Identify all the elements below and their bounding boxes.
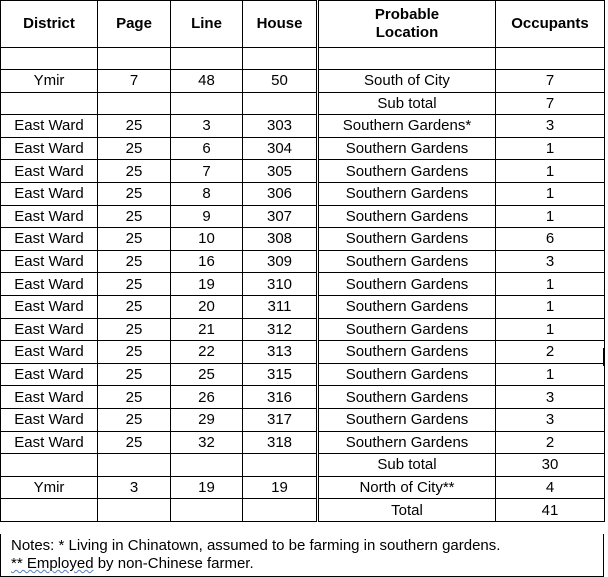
header-row [1, 1, 605, 48]
table-row [1, 228, 605, 251]
spacer-cell [171, 48, 243, 70]
cell-occupants: 1 [496, 160, 605, 183]
cell-location: Southern Gardens* [318, 115, 496, 138]
cell-page: 25 [98, 295, 171, 318]
cell-occupants: 1 [496, 137, 605, 160]
cell-district: East Ward [1, 295, 98, 318]
cell-location: Southern Gardens [318, 250, 496, 273]
cell-page [98, 92, 171, 115]
cell-location: Southern Gardens [318, 363, 496, 386]
cell-occupants: 7 [496, 70, 605, 93]
spacer-cell [496, 48, 605, 70]
cell-line: 20 [171, 295, 243, 318]
cell-page: 25 [98, 408, 171, 431]
cell-page: 25 [98, 431, 171, 454]
cell-location: Southern Gardens [318, 341, 496, 364]
cell-district: East Ward [1, 228, 98, 251]
note-line-2-prefix: ** Employed [11, 555, 94, 572]
cell-location: Southern Gardens [318, 386, 496, 409]
table-row [1, 137, 605, 160]
cell-house: 19 [243, 476, 318, 499]
cell-district: East Ward [1, 386, 98, 409]
cell-district: East Ward [1, 137, 98, 160]
cell-district: East Ward [1, 115, 98, 138]
cell-location: Sub total [318, 92, 496, 115]
cell-house: 303 [243, 115, 318, 138]
cell-occupants: 1 [496, 205, 605, 228]
cell-occupants: 1 [496, 273, 605, 296]
cell-page [98, 454, 171, 477]
cell-house: 312 [243, 318, 318, 341]
cell-line: 7 [171, 160, 243, 183]
table-body [1, 48, 605, 522]
cell-location: Southern Gardens [318, 205, 496, 228]
cell-occupants: 2 [496, 431, 605, 454]
cell-line: 26 [171, 386, 243, 409]
spacer-cell [243, 48, 318, 70]
cell-location: Sub total [318, 454, 496, 477]
cell-occupants: 1 [496, 182, 605, 205]
cell-page: 7 [98, 70, 171, 93]
cell-line [171, 499, 243, 522]
table-row [1, 341, 605, 364]
header-line: Line [171, 1, 243, 48]
cell-house: 305 [243, 160, 318, 183]
table-row [1, 386, 605, 409]
cell-house: 307 [243, 205, 318, 228]
table-row [1, 250, 605, 273]
cell-page: 25 [98, 386, 171, 409]
cell-house [243, 92, 318, 115]
cell-line: 32 [171, 431, 243, 454]
cell-occupants: 41 [496, 499, 605, 522]
cell-occupants: 1 [496, 318, 605, 341]
cell-location: South of City [318, 70, 496, 93]
cell-page: 25 [98, 137, 171, 160]
cell-district: East Ward [1, 250, 98, 273]
text-cursor [603, 348, 605, 366]
table-row [1, 476, 605, 499]
cell-location: Southern Gardens [318, 273, 496, 296]
cell-house: 50 [243, 70, 318, 93]
cell-line: 25 [171, 363, 243, 386]
cell-location: Southern Gardens [318, 160, 496, 183]
table-row [1, 363, 605, 386]
cell-occupants: 3 [496, 250, 605, 273]
cell-occupants: 30 [496, 454, 605, 477]
cell-location: Southern Gardens [318, 408, 496, 431]
cell-district: East Ward [1, 160, 98, 183]
cell-district: East Ward [1, 341, 98, 364]
table-row [1, 454, 605, 477]
cell-house: 316 [243, 386, 318, 409]
cell-location: Total [318, 499, 496, 522]
table-row [1, 92, 605, 115]
table-row [1, 205, 605, 228]
cell-house: 310 [243, 273, 318, 296]
cell-occupants: 1 [496, 295, 605, 318]
cell-occupants: 2 [496, 341, 605, 364]
cell-occupants: 4 [496, 476, 605, 499]
cell-page: 25 [98, 205, 171, 228]
cell-line: 6 [171, 137, 243, 160]
cell-location: Southern Gardens [318, 295, 496, 318]
cell-district: East Ward [1, 408, 98, 431]
table-row [1, 295, 605, 318]
cell-line: 48 [171, 70, 243, 93]
note-line-2 [11, 555, 500, 573]
cell-location: Southern Gardens [318, 431, 496, 454]
cell-house: 313 [243, 341, 318, 364]
cell-house: 315 [243, 363, 318, 386]
cell-district: East Ward [1, 431, 98, 454]
cell-occupants: 3 [496, 115, 605, 138]
notes [11, 537, 500, 573]
cell-district: East Ward [1, 273, 98, 296]
cell-house: 304 [243, 137, 318, 160]
table-row [1, 408, 605, 431]
cell-occupants: 6 [496, 228, 605, 251]
note-line-2-rest: by non-Chinese farmer. [93, 555, 254, 572]
cell-district [1, 454, 98, 477]
cell-page: 25 [98, 341, 171, 364]
table-row [1, 160, 605, 183]
cell-page: 25 [98, 318, 171, 341]
cell-occupants: 3 [496, 386, 605, 409]
cell-house [243, 454, 318, 477]
cell-house: 306 [243, 182, 318, 205]
table-row [1, 318, 605, 341]
cell-occupants: 3 [496, 408, 605, 431]
cell-district: East Ward [1, 205, 98, 228]
cell-house: 317 [243, 408, 318, 431]
cell-location: North of City** [318, 476, 496, 499]
cell-page: 25 [98, 273, 171, 296]
cell-district: East Ward [1, 318, 98, 341]
cell-occupants: 1 [496, 363, 605, 386]
table-row [1, 70, 605, 93]
table-row [1, 273, 605, 296]
cell-house: 318 [243, 431, 318, 454]
cell-page: 25 [98, 363, 171, 386]
cell-line: 10 [171, 228, 243, 251]
header-house: House [243, 1, 318, 48]
cell-line: 3 [171, 115, 243, 138]
cell-occupants: 7 [496, 92, 605, 115]
cell-house: 309 [243, 250, 318, 273]
spacer-cell [98, 48, 171, 70]
header-page: Page [98, 1, 171, 48]
header-occupants: Occupants [496, 1, 605, 48]
spacer-cell [1, 48, 98, 70]
table-row [1, 499, 605, 522]
cell-location: Southern Gardens [318, 228, 496, 251]
cell-line [171, 92, 243, 115]
cell-district [1, 92, 98, 115]
cell-line: 21 [171, 318, 243, 341]
cell-house: 308 [243, 228, 318, 251]
cell-location: Southern Gardens [318, 318, 496, 341]
cell-line: 22 [171, 341, 243, 364]
cell-location: Southern Gardens [318, 137, 496, 160]
cell-page: 25 [98, 115, 171, 138]
table-row [1, 115, 605, 138]
table-row [1, 431, 605, 454]
cell-line [171, 454, 243, 477]
cell-page: 25 [98, 182, 171, 205]
header-location: Probable Location [318, 1, 496, 48]
cell-line: 19 [171, 273, 243, 296]
spacer-cell [318, 48, 496, 70]
cell-house: 311 [243, 295, 318, 318]
cell-line: 9 [171, 205, 243, 228]
cell-district [1, 499, 98, 522]
cell-line: 29 [171, 408, 243, 431]
cell-house [243, 499, 318, 522]
cell-page: 25 [98, 228, 171, 251]
note-line-1: Notes: * Living in Chinatown, assumed to be farming in southern gardens. [11, 537, 501, 554]
table-row [1, 182, 605, 205]
cell-page: 25 [98, 160, 171, 183]
cell-district: East Ward [1, 182, 98, 205]
cell-line: 8 [171, 182, 243, 205]
header-district: District [1, 1, 98, 48]
cell-district: Ymir [1, 70, 98, 93]
cell-line: 19 [171, 476, 243, 499]
cell-district: Ymir [1, 476, 98, 499]
cell-page: 25 [98, 250, 171, 273]
cell-page: 3 [98, 476, 171, 499]
cell-location: Southern Gardens [318, 182, 496, 205]
cell-district: East Ward [1, 363, 98, 386]
spacer-row [1, 48, 605, 70]
cell-page [98, 499, 171, 522]
cell-line: 16 [171, 250, 243, 273]
